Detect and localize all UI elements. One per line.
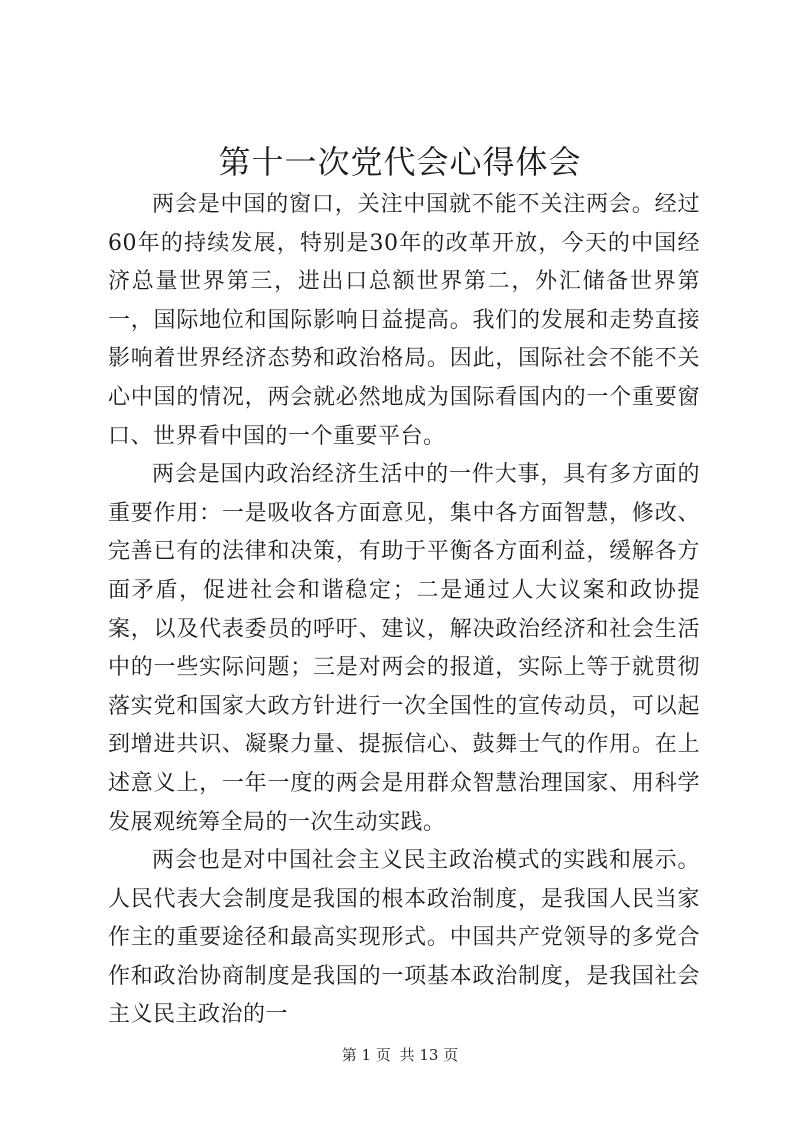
paragraph-1: 两会是中国的窗口，关注中国就不能不关注两会。经过60年的持续发展，特别是30年的改革开放，今天的中国经济总量世界第三，进出口总额世界第二，外汇储备世界第一，国际地位和国际影响日益提高。我们的发展和走势直接影响着世界经济态势和政治格局。因此，国际社会不能不关心中国的情况，两会就必然地成为国际看国内的一个重要窗口、世界看中国的一个重要平台。 [108,192,700,449]
document-body [108,186,700,1035]
page-total: 共 13 页 [399,1046,459,1064]
paragraph-2: 两会是国内政治经济生活中的一件大事，具有多方面的重要作用：一是吸收各方面意见，集中各方面智慧，修改、完善已有的法律和决策，有助于平衡各方面利益，缓解各方面矛盾，促进社会和谐稳定；二是通过人大议案和政协提案，以及代表委员的呼吁、建议，解决政治经济和社会生活中的一些实际问题；三是对两会的报道，实际上等于就贯彻落实党和国家大政方针进行一次全国性的宣传动员，可以起到增进共识、凝聚力量、提振信心、鼓舞士气的作用。在上述意义上，一年一度的两会是用群众智慧治理国家、用科学发展观统筹全局的一次生动实践。 [108,462,700,835]
page-title: 第十一次党代会心得体会 [218,143,582,181]
page-footer [0,1045,800,1065]
paragraph-3: 两会也是对中国社会主义民主政治模式的实践和展示。人民代表大会制度是我国的根本政治制度，是我国人民当家作主的重要途径和最高实现形式。中国共产党领导的多党合作和政治协商制度是我国的一项基本政治制度，是我国社会主义民主政治的一 [108,848,700,1028]
page-number: 第 1 页 [341,1046,391,1064]
